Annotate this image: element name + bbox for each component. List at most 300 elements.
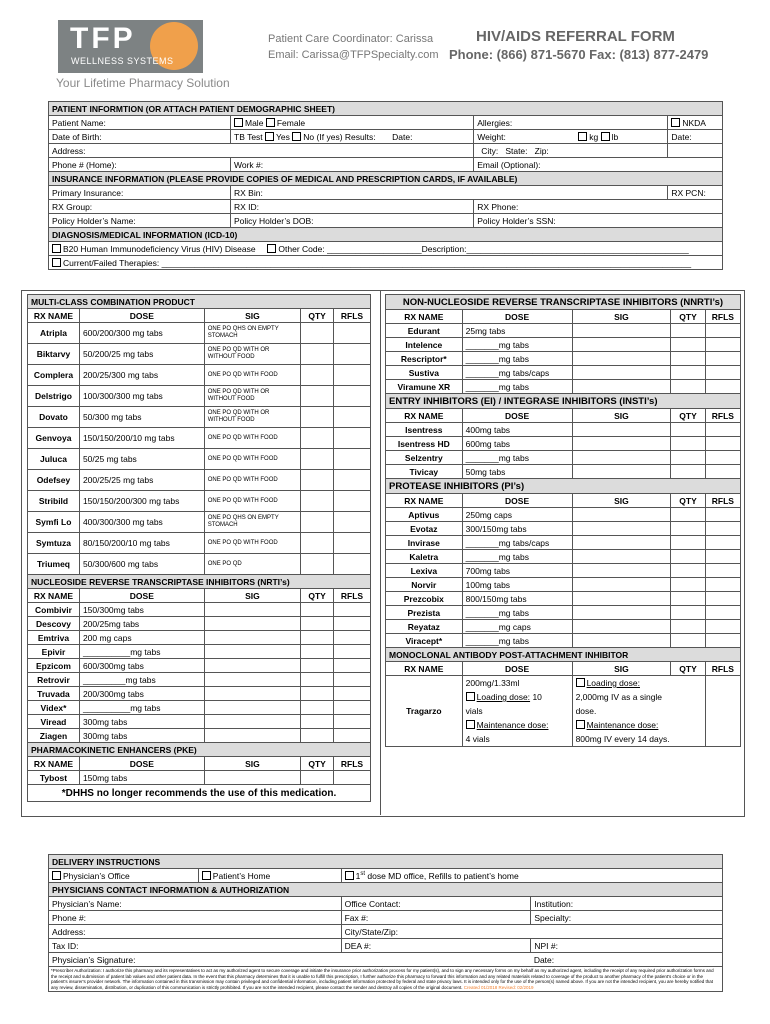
physician-address-field[interactable]: Address: (49, 925, 342, 939)
state-label: State: (505, 145, 528, 156)
other-code-field[interactable]: Other Code: ____________________Description:_______________________________________________ (278, 243, 689, 254)
rfls-field[interactable] (334, 729, 371, 743)
sig-maintenance-option (576, 718, 702, 732)
pi-heading: PROTEASE INHIBITORS (PI’s) (386, 479, 741, 494)
qty-field[interactable] (301, 645, 334, 659)
zip-field[interactable] (668, 144, 723, 158)
med-row (28, 386, 371, 407)
qty-field[interactable] (301, 554, 334, 575)
rfls-field[interactable] (334, 491, 371, 512)
rfls-field[interactable] (334, 617, 371, 631)
npi-field[interactable]: NPI #: (531, 939, 723, 953)
sig-field[interactable]: ONE PO QD WITH OR WITHOUT FOOD (204, 344, 300, 365)
rx-name: Edurant (386, 324, 463, 338)
qty-field[interactable] (301, 386, 334, 407)
sig-field[interactable]: ONE PO QD WITH FOOD (204, 428, 300, 449)
med-row (28, 512, 371, 533)
weight-field[interactable] (474, 130, 668, 144)
tragarzo-dose-strength: 200mg/1.33ml (465, 678, 520, 688)
footnote-revision: Created 01/2018 Revised: 02/2019 (463, 984, 534, 990)
b20-checkbox[interactable] (52, 244, 61, 253)
qty-field[interactable] (301, 323, 334, 344)
qty-field[interactable] (671, 451, 705, 465)
sig-field[interactable] (572, 634, 671, 648)
sig-field[interactable] (204, 645, 300, 659)
rfls-field[interactable] (334, 673, 371, 687)
sig-field[interactable] (572, 366, 671, 380)
rfls-field[interactable] (705, 352, 740, 366)
physician-phone-field[interactable]: Phone #: (49, 911, 342, 925)
rfls-field[interactable] (705, 550, 740, 564)
rfls-header: RFLS (705, 662, 740, 676)
sig-field[interactable]: ONE PO QHS ON EMPTY STOMACH (204, 512, 300, 533)
dose-header: DOSE (79, 589, 204, 603)
patient-name-field[interactable]: Patient Name: (49, 116, 231, 130)
med-row (28, 687, 371, 701)
rfls-field[interactable] (705, 508, 740, 522)
rfls-field[interactable] (334, 449, 371, 470)
physician-csz-field[interactable]: City/State/Zip: (341, 925, 722, 939)
med-row (28, 449, 371, 470)
med-row (28, 673, 371, 687)
address-field[interactable]: Address: (49, 144, 474, 158)
qty-field[interactable] (671, 423, 705, 437)
rfls-field[interactable] (334, 386, 371, 407)
qty-field[interactable] (301, 687, 334, 701)
sig-field[interactable] (572, 508, 671, 522)
rfls-header: RFLS (705, 409, 740, 423)
sig-field[interactable] (572, 324, 671, 338)
qty-field[interactable] (301, 729, 334, 743)
qty-field[interactable] (301, 533, 334, 554)
rfls-field[interactable] (705, 366, 740, 380)
sig-loading-checkbox[interactable] (576, 678, 585, 687)
sig-field[interactable] (572, 522, 671, 536)
split-label-num: 1 (355, 870, 361, 881)
dose: _______mg tabs/caps (462, 536, 572, 550)
delivery-home-option (198, 869, 341, 883)
maintenance-dose-vials: 4 vials (465, 734, 490, 744)
kg-checkbox[interactable] (578, 132, 587, 141)
rfls-field[interactable] (334, 701, 371, 715)
rx-bin-field[interactable]: RX Bin: (231, 186, 668, 200)
qty-field[interactable] (671, 380, 705, 394)
qty-field[interactable] (301, 449, 334, 470)
dose: _______mg tabs (462, 606, 572, 620)
qty-field[interactable] (301, 673, 334, 687)
sig-loading-label: Loading dose: (586, 678, 640, 688)
sig-field[interactable] (572, 536, 671, 550)
dose: 50/300 mg tabs (79, 407, 204, 428)
rfls-field[interactable] (705, 564, 740, 578)
sig-field[interactable]: ONE PO QD WITH FOOD (204, 365, 300, 386)
rx-name-header: RX NAME (28, 589, 80, 603)
sig-field[interactable] (204, 715, 300, 729)
rx-name: Lexiva (386, 564, 463, 578)
qty-field[interactable] (301, 344, 334, 365)
diagnosis-codes (49, 242, 723, 256)
med-row (28, 365, 371, 386)
dose-header: DOSE (462, 310, 572, 324)
qty-field[interactable] (301, 715, 334, 729)
rfls-field[interactable] (705, 536, 740, 550)
med-row (386, 634, 741, 648)
split-checkbox[interactable] (345, 871, 354, 880)
tragarzo-rfls[interactable] (705, 676, 740, 747)
dea-field[interactable]: DEA #: (341, 939, 531, 953)
rx-name: Ziagen (28, 729, 80, 743)
male-checkbox[interactable] (234, 118, 243, 127)
rfls-field[interactable] (334, 554, 371, 575)
allergies-field[interactable]: Allergies: (474, 116, 668, 130)
rx-name: Juluca (28, 449, 80, 470)
sig-field[interactable]: ONE PO QD WITH FOOD (204, 470, 300, 491)
dose: 300mg tabs (79, 715, 204, 729)
physician-name-field[interactable]: Physician’s Name: (49, 897, 342, 911)
female-label: Female (276, 117, 306, 128)
rfls-field[interactable] (334, 512, 371, 533)
rfls-field[interactable] (705, 578, 740, 592)
dose: 800/150mg tabs (462, 592, 572, 606)
female-checkbox[interactable] (266, 118, 275, 127)
sig-field[interactable] (204, 659, 300, 673)
form-title: HIV/AIDS REFERRAL FORM (476, 28, 675, 45)
sig-field[interactable] (204, 673, 300, 687)
signature-field[interactable]: Physician’s Signature: (49, 953, 531, 967)
rfls-field[interactable] (334, 603, 371, 617)
sig-header: SIG (572, 310, 671, 324)
rx-name: Reyataz (386, 620, 463, 634)
city-field[interactable] (474, 144, 668, 158)
specialty-field[interactable]: Specialty: (531, 911, 723, 925)
sig-field[interactable] (204, 771, 300, 785)
sig-field[interactable] (572, 578, 671, 592)
sig-field[interactable]: ONE PO QD WITH FOOD (204, 533, 300, 554)
dose: 600mg tabs (462, 437, 572, 451)
qty-header: QTY (671, 662, 705, 676)
qty-field[interactable] (671, 578, 705, 592)
sig-field[interactable]: ONE PO QD WITH OR WITHOUT FOOD (204, 407, 300, 428)
rx-name-header: RX NAME (28, 757, 80, 771)
sig-field[interactable]: ONE PO QHS ON EMPTY STOMACH (204, 323, 300, 344)
sex-options (231, 116, 474, 130)
rfls-field[interactable] (334, 771, 371, 785)
sig-field[interactable] (572, 451, 671, 465)
home-checkbox[interactable] (202, 871, 211, 880)
sig-header: SIG (572, 494, 671, 508)
sig-field[interactable] (204, 687, 300, 701)
tb-no-checkbox[interactable] (292, 132, 301, 141)
signature-date-field[interactable]: Date: (531, 953, 723, 967)
rx-name: Symtuza (28, 533, 80, 554)
med-row (28, 659, 371, 673)
dose: 50/200/25 mg tabs (79, 344, 204, 365)
sig-field[interactable] (572, 465, 671, 479)
phone-home-field[interactable]: Phone # (Home): (49, 158, 231, 172)
qty-field[interactable] (301, 771, 334, 785)
rx-pcn-field[interactable]: RX PCN: (668, 186, 723, 200)
physician-table (48, 854, 723, 992)
rx-name: Retrovir (28, 673, 80, 687)
rx-name-header: RX NAME (386, 494, 463, 508)
qty-field[interactable] (301, 603, 334, 617)
weight-label: Weight: (477, 131, 506, 142)
qty-field[interactable] (301, 407, 334, 428)
qty-field[interactable] (671, 620, 705, 634)
sig-field[interactable]: ONE PO QD WITH FOOD (204, 491, 300, 512)
med-row (386, 366, 741, 380)
rfls-field[interactable] (705, 634, 740, 648)
sig-field[interactable] (204, 603, 300, 617)
policy-holder-name-field[interactable]: Policy Holder’s Name: (49, 214, 231, 228)
rfls-field[interactable] (334, 631, 371, 645)
qty-field[interactable] (301, 470, 334, 491)
dose: 50/300/600 mg tabs (79, 554, 204, 575)
office-checkbox[interactable] (52, 871, 61, 880)
form-phone: Phone: (866) 871-5670 Fax: (813) 877-2479 (449, 47, 709, 62)
med-row (386, 536, 741, 550)
qty-field[interactable] (301, 701, 334, 715)
therapies-checkbox[interactable] (52, 258, 61, 267)
dose: _______mg caps (462, 620, 572, 634)
sig-field[interactable] (572, 338, 671, 352)
sig-field[interactable] (572, 592, 671, 606)
dose: 300/150mg tabs (462, 522, 572, 536)
weight-date-field[interactable]: Date: (668, 130, 723, 144)
rx-name: Emtriva (28, 631, 80, 645)
tragarzo-loading-dose-option (466, 690, 569, 704)
med-row (386, 324, 741, 338)
rfls-field[interactable] (334, 470, 371, 491)
sig-field[interactable] (572, 564, 671, 578)
rfls-field[interactable] (334, 407, 371, 428)
nkda-checkbox[interactable] (671, 118, 680, 127)
rx-name: Stribild (28, 491, 80, 512)
rfls-field[interactable] (705, 522, 740, 536)
qty-header: QTY (301, 757, 334, 771)
loading-dose-checkbox[interactable] (466, 692, 475, 701)
nnrti-heading: NON-NUCLEOSIDE REVERSE TRANSCRIPTASE INHIBITORS (NNRTI’s) (386, 295, 741, 310)
med-row (386, 522, 741, 536)
rfls-header: RFLS (705, 310, 740, 324)
loading-dose-unit: vials (465, 706, 483, 716)
logo-text: TFP (70, 22, 136, 55)
rfls-field[interactable] (705, 423, 740, 437)
qty-field[interactable] (671, 564, 705, 578)
rx-name: Viramune XR (386, 380, 463, 394)
qty-header: QTY (301, 589, 334, 603)
sig-field[interactable] (572, 352, 671, 366)
dose-header: DOSE (462, 662, 572, 676)
rfls-field[interactable] (334, 645, 371, 659)
qty-field[interactable] (301, 617, 334, 631)
rx-name-header: RX NAME (386, 662, 463, 676)
qty-field[interactable] (671, 606, 705, 620)
sig-field[interactable] (204, 729, 300, 743)
sig-field[interactable] (204, 617, 300, 631)
footnote-text: *Prescriber Authorization: I authorize this pharmacy and its representatives to act as my authorized agent to secure coverage and initiate the insurance prior authorization process for my patient(s), and to sign any necessary forms on my behalf as my authorized agent, including the receipt of any required prior authorization forms and the receipt and submission of patient lab values and other patient data. In the event that this pharmacy determines that it is unable to fulfill this prescription, I further authorize this pharmacy to forward this information and any related materials related to coverage of the product to another pharmacy of the patient's choice or in the patient's insurer's provider network. The information contained in this transmission may contain privileged and confidential information, including patient information protected by federal and state privacy laws. It is intended only for the use of the person(s) named above. If you are not the intended recipient, you are hereby notified that any review, dissemination, distribution, or duplication of this communication is strictly prohibited. If you are not the intended recipient, please contact the sender and destroy all copies of the original document. (51, 968, 714, 990)
sig-maintenance-label: Maintenance dose: (586, 720, 659, 730)
rx-name: Biktarvy (28, 344, 80, 365)
sig-header: SIG (204, 589, 300, 603)
multi-class-heading: MULTI-CLASS COMBINATION PRODUCT (28, 295, 371, 309)
dose: 100/300/300 mg tabs (79, 386, 204, 407)
sig-field[interactable] (204, 631, 300, 645)
sig-field[interactable] (572, 606, 671, 620)
med-row (28, 617, 371, 631)
delivery-split-option (341, 869, 722, 883)
qty-field[interactable] (671, 634, 705, 648)
qty-field[interactable] (301, 491, 334, 512)
sig-field[interactable] (572, 423, 671, 437)
tax-id-field[interactable]: Tax ID: (49, 939, 342, 953)
policy-holder-dob-field[interactable]: Policy Holder’s DOB: (231, 214, 474, 228)
qty-field[interactable] (301, 428, 334, 449)
med-row (386, 606, 741, 620)
med-row (28, 603, 371, 617)
rfls-field[interactable] (334, 365, 371, 386)
qty-field[interactable] (671, 550, 705, 564)
dose: 150/150/200/300 mg tabs (79, 491, 204, 512)
rx-name: Selzentry (386, 451, 463, 465)
policy-holder-ssn-field[interactable]: Policy Holder’s SSN: (474, 214, 723, 228)
rfls-field[interactable] (334, 323, 371, 344)
qty-header: QTY (671, 494, 705, 508)
rfls-field[interactable] (705, 380, 740, 394)
rfls-field[interactable] (705, 437, 740, 451)
med-row (386, 465, 741, 479)
rfls-field[interactable] (334, 428, 371, 449)
qty-field[interactable] (671, 352, 705, 366)
med-row (28, 715, 371, 729)
med-row (386, 423, 741, 437)
lb-checkbox[interactable] (601, 132, 610, 141)
rfls-field[interactable] (334, 533, 371, 554)
maintenance-dose-checkbox[interactable] (466, 720, 475, 729)
rfls-field[interactable] (705, 592, 740, 606)
sig-loading-text: 2,000mg IV as a single (575, 692, 663, 702)
sig-field[interactable]: ONE PO QD WITH FOOD (204, 449, 300, 470)
rx-id-field[interactable]: RX ID: (231, 200, 474, 214)
footnote (49, 967, 723, 992)
qty-field[interactable] (671, 324, 705, 338)
dose: 100mg tabs (462, 578, 572, 592)
dose: __________mg tabs (79, 645, 204, 659)
sig-field[interactable] (572, 380, 671, 394)
therapies-field[interactable]: Current/Failed Therapies: ________________________________________________________________________________________________________________ (63, 257, 692, 268)
rfls-field[interactable] (705, 338, 740, 352)
qty-field[interactable] (671, 536, 705, 550)
rfls-field[interactable] (705, 451, 740, 465)
primary-insurance-field[interactable]: Primary Insurance: (49, 186, 231, 200)
work-phone-field[interactable]: Work #: (231, 158, 474, 172)
rx-name: Complera (28, 365, 80, 386)
qty-field[interactable] (301, 659, 334, 673)
sig-loading-text-end: dose. (575, 706, 597, 716)
tb-yes-label: Yes (276, 131, 290, 142)
sig-field[interactable] (572, 550, 671, 564)
qty-header: QTY (671, 310, 705, 324)
rx-group-field[interactable]: RX Group: (49, 200, 231, 214)
rx-name: Prezcobix (386, 592, 463, 606)
med-row (386, 338, 741, 352)
rx-name: Aptivus (386, 508, 463, 522)
med-row (386, 451, 741, 465)
dose: 200/300mg tabs (79, 687, 204, 701)
dose-header: DOSE (79, 309, 204, 323)
sig-maintenance-checkbox[interactable] (576, 720, 585, 729)
physician-fax-field[interactable]: Fax #: (341, 911, 531, 925)
med-row (386, 550, 741, 564)
dose: __________mg tabs (79, 701, 204, 715)
split-label: dose MD office, Refills to patient’s home (367, 870, 519, 881)
rfls-field[interactable] (705, 465, 740, 479)
rfls-field[interactable] (334, 687, 371, 701)
qty-field[interactable] (301, 512, 334, 533)
rx-name: Prezista (386, 606, 463, 620)
office-label: Physician’s Office (63, 870, 130, 881)
email-field[interactable]: Email (Optional): (474, 158, 723, 172)
rx-phone-field[interactable]: RX Phone: (474, 200, 723, 214)
coordinator-email: Email: Carissa@TFPSpecialty.com (268, 49, 439, 61)
qty-field[interactable] (671, 338, 705, 352)
qty-field[interactable] (671, 366, 705, 380)
sig-field[interactable] (204, 701, 300, 715)
qty-field[interactable] (301, 631, 334, 645)
sig-header: SIG (572, 662, 671, 676)
qty-field[interactable] (671, 522, 705, 536)
rx-name: Delstrigo (28, 386, 80, 407)
med-row (386, 437, 741, 451)
sig-field[interactable]: ONE PO QD (204, 554, 300, 575)
qty-field[interactable] (301, 365, 334, 386)
qty-field[interactable] (671, 508, 705, 522)
med-row (28, 645, 371, 659)
dose: 200/25mg tabs (79, 617, 204, 631)
institution-field[interactable]: Institution: (531, 897, 723, 911)
sig-field[interactable] (572, 620, 671, 634)
tb-yes-checkbox[interactable] (265, 132, 274, 141)
dob-field[interactable]: Date of Birth: (49, 130, 231, 144)
tb-no-label: No (303, 131, 315, 142)
male-label: Male (245, 117, 264, 128)
nrti-heading: NUCLEOSIDE REVERSE TRANSCRIPTASE INHIBITORS (NRTI’s) (28, 575, 371, 589)
rx-name: Invirase (386, 536, 463, 550)
qty-field[interactable] (671, 465, 705, 479)
rx-name: Isentress (386, 423, 463, 437)
rx-name: Genvoya (28, 428, 80, 449)
rfls-field[interactable] (705, 606, 740, 620)
sig-field[interactable]: ONE PO QD WITH OR WITHOUT FOOD (204, 386, 300, 407)
dhhs-note: *DHHS no longer recommends the use of this medication. (28, 785, 371, 802)
tb-results-label: (If yes) Results: (316, 131, 376, 142)
rx-name: Combivir (28, 603, 80, 617)
office-contact-field[interactable]: Office Contact: (341, 897, 531, 911)
rfls-field[interactable] (334, 344, 371, 365)
sig-field[interactable] (572, 437, 671, 451)
rfls-field[interactable] (334, 659, 371, 673)
qty-field[interactable] (671, 437, 705, 451)
rfls-header: RFLS (334, 309, 371, 323)
rfls-field[interactable] (705, 620, 740, 634)
rfls-field[interactable] (705, 324, 740, 338)
rfls-field[interactable] (334, 715, 371, 729)
kg-label: kg (589, 131, 599, 142)
other-code-checkbox[interactable] (267, 244, 276, 253)
qty-field[interactable] (671, 592, 705, 606)
rx-name: Dovato (28, 407, 80, 428)
med-row (386, 620, 741, 634)
